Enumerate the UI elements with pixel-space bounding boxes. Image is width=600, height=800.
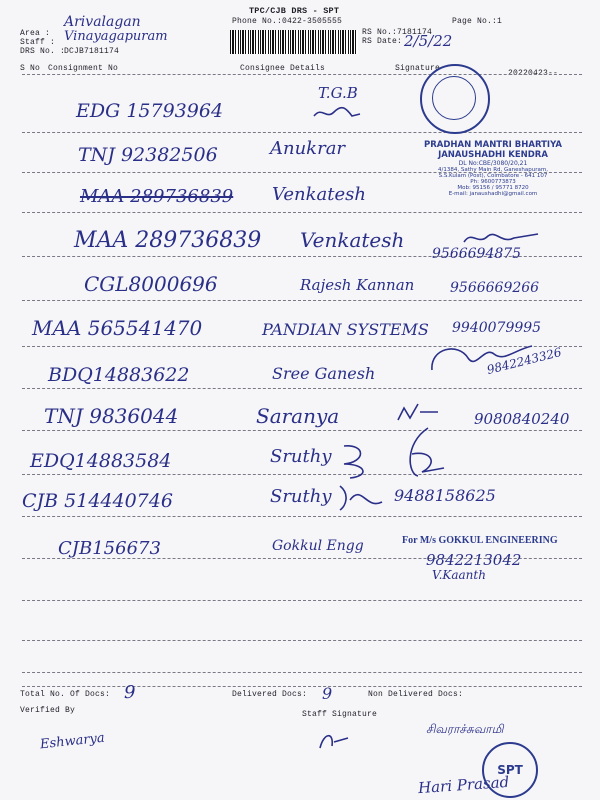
row-6-phone: 9940079995 bbox=[452, 320, 542, 336]
staff-handwritten: Vinayagapuram bbox=[64, 29, 168, 44]
staff-signature-label: Staff Signature bbox=[302, 710, 378, 719]
row-10-consignment: CJB 514440746 bbox=[22, 490, 173, 512]
staff-signature bbox=[316, 728, 352, 754]
row-divider bbox=[22, 212, 582, 213]
row-6-consignment: MAA 565541470 bbox=[32, 316, 203, 340]
col-sno: S No bbox=[20, 64, 41, 73]
store-stamp-line5: S.S.Kulam (Post), Coimbatore - 641 107 bbox=[438, 173, 548, 179]
store-stamp-line8: E-mail: janaushadhi@gmail.com bbox=[448, 191, 538, 197]
row-2-consignee: Anukrar bbox=[270, 138, 346, 159]
row-9-signature-2 bbox=[398, 424, 448, 484]
row-divider bbox=[22, 672, 582, 673]
header-divider bbox=[22, 74, 582, 75]
date-code: 20220423-- bbox=[508, 69, 559, 78]
row-4-consignee: Venkatesh bbox=[300, 228, 405, 252]
row-11-phone: 9842213042 bbox=[426, 551, 522, 569]
verified-by-label: Verified By bbox=[20, 706, 76, 715]
row-9-consignee: Sruthy bbox=[270, 446, 332, 467]
row-9-signature bbox=[336, 440, 376, 480]
row-4-signature bbox=[462, 228, 542, 248]
area-handwritten: Arivalagan bbox=[64, 14, 141, 30]
row-10-signature bbox=[336, 480, 386, 514]
row-divider bbox=[22, 640, 582, 641]
tamil-note: சிவராச்சுவாமி bbox=[426, 722, 504, 736]
store-stamp bbox=[398, 140, 588, 197]
row-7-phone: 9842243326 bbox=[485, 344, 563, 378]
store-stamp-line3: DL No:CBE/3080/20,21 bbox=[458, 160, 528, 167]
total-docs-value: 9 bbox=[124, 682, 136, 703]
rs-date-handwritten: 2/5/22 bbox=[404, 32, 453, 50]
row-11-consignee: Gokkul Engg bbox=[272, 538, 364, 554]
row-divider bbox=[22, 474, 582, 475]
drs-label: DRS No. : bbox=[20, 47, 66, 56]
row-4-phone: 9566694875 bbox=[432, 246, 522, 262]
store-stamp-line6: Ph: 9600773873 bbox=[470, 179, 516, 185]
non-delivered-docs-label: Non Delivered Docs: bbox=[368, 690, 464, 699]
row-5-consignment: CGL8000696 bbox=[84, 272, 218, 296]
col-signature: Signature bbox=[395, 64, 441, 73]
row-1-consignee: T.G.B bbox=[318, 84, 358, 102]
staff-label: Staff : bbox=[20, 38, 56, 47]
gokkul-stamp: For M/s GOKKUL ENGINEERING bbox=[402, 535, 558, 546]
row-7-consignment: BDQ14883622 bbox=[48, 364, 190, 386]
row-divider bbox=[22, 300, 582, 301]
barcode bbox=[230, 30, 358, 54]
row-divider bbox=[22, 388, 582, 389]
col-consignee: Consignee Details bbox=[240, 64, 326, 73]
row-11-note: V.Kaanth bbox=[432, 568, 486, 582]
col-consignment: Consignment No bbox=[48, 64, 119, 73]
bottom-signature: Hari Prasad bbox=[417, 772, 510, 798]
row-4-consignment: MAA 289736839 bbox=[74, 228, 262, 253]
row-9-consignment: EDQ14883584 bbox=[30, 450, 172, 472]
row-8-consignee: Saranya bbox=[256, 404, 340, 428]
store-stamp-line4: 4/1384, Sathy Main Rd, Ganeshapuram, bbox=[438, 167, 548, 173]
row-1-consignment: EDG 15793964 bbox=[76, 100, 224, 122]
drs-value: DCJB7181174 bbox=[64, 47, 120, 56]
store-stamp-line2: JANAUSHADHI KENDRA bbox=[438, 150, 548, 160]
phone-number: Phone No.:0422-3505555 bbox=[232, 17, 343, 26]
spt-stamp bbox=[482, 742, 538, 798]
document-title: TPC/CJB DRS - SPT bbox=[249, 6, 340, 16]
row-2-consignment: TNJ 92382506 bbox=[78, 144, 218, 166]
row-divider bbox=[22, 600, 582, 601]
rs-number: RS No.:7181174 bbox=[362, 28, 433, 37]
delivered-docs-value: 9 bbox=[322, 684, 333, 703]
row-8-phone: 9080840240 bbox=[474, 410, 570, 428]
row-3-consignment: MAA 289736839 bbox=[80, 186, 234, 207]
row-10-phone: 9488158625 bbox=[394, 486, 496, 505]
row-3-consignee: Venkatesh bbox=[272, 184, 366, 205]
row-10-consignee: Sruthy bbox=[270, 486, 332, 507]
row-8-consignment: TNJ 9836044 bbox=[44, 404, 179, 428]
store-stamp-line7: Mob: 95156 / 95771 8720 bbox=[457, 185, 529, 191]
spt-stamp-text: SPT bbox=[497, 763, 523, 777]
row-6-consignee: PANDIAN SYSTEMS bbox=[262, 320, 429, 339]
round-stamp bbox=[420, 64, 490, 134]
row-11-consignment: CJB156673 bbox=[58, 538, 161, 559]
row-5-consignee: Rajesh Kannan bbox=[300, 276, 415, 294]
footer-divider bbox=[22, 686, 582, 687]
page-number: Page No.:1 bbox=[452, 17, 503, 26]
row-8-signature bbox=[394, 400, 444, 426]
row-5-phone: 9566669266 bbox=[450, 280, 540, 296]
store-stamp-line1: PRADHAN MANTRI BHARTIYA bbox=[423, 140, 562, 150]
row-divider bbox=[22, 430, 582, 431]
rs-date-label: RS Date: bbox=[362, 37, 403, 46]
total-docs-label: Total No. Of Docs: bbox=[20, 690, 111, 699]
row-1-signature bbox=[312, 104, 362, 122]
area-label: Area : bbox=[20, 29, 51, 38]
row-divider bbox=[22, 516, 582, 517]
delivered-docs-label: Delivered Docs: bbox=[232, 690, 308, 699]
row-divider bbox=[22, 132, 582, 133]
row-7-consignee: Sree Ganesh bbox=[272, 364, 376, 383]
verified-by-signature: Eshwarya bbox=[39, 730, 106, 753]
